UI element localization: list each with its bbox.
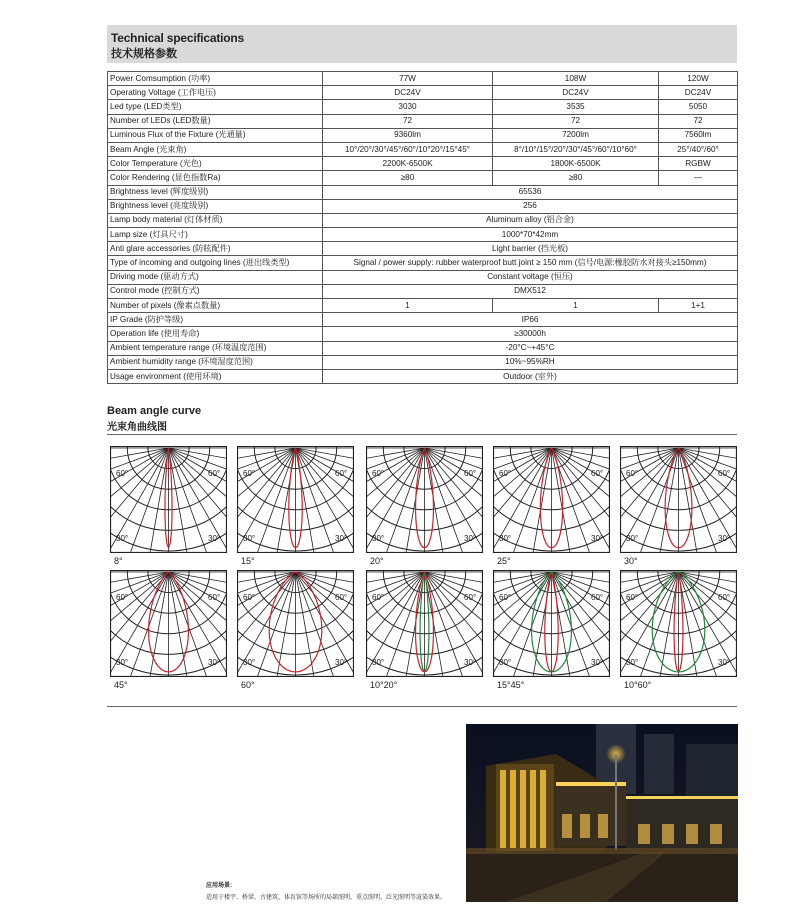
beam-curve-diagram bbox=[366, 446, 483, 553]
angle-label-30: 30° bbox=[116, 658, 129, 667]
spec-title-en: Technical specifications bbox=[111, 31, 245, 45]
beam-curve-diagram bbox=[110, 446, 227, 553]
angle-label-60: 60° bbox=[626, 469, 639, 478]
spec-value: — bbox=[659, 171, 738, 185]
angle-label-30: 30° bbox=[591, 534, 604, 543]
spec-header bbox=[107, 25, 737, 63]
spec-value: Constant voltage (恒压) bbox=[323, 270, 738, 284]
angle-label-60: 60° bbox=[208, 469, 221, 478]
angle-label-60: 60° bbox=[464, 593, 477, 602]
spec-value: 3030 bbox=[323, 100, 493, 114]
spec-row bbox=[108, 341, 738, 355]
spec-row bbox=[108, 313, 738, 327]
spec-value: 72 bbox=[323, 114, 493, 128]
spec-value: 3535 bbox=[493, 100, 659, 114]
spec-label: IP Grade (防护等级) bbox=[108, 313, 323, 327]
angle-label-30: 30° bbox=[499, 534, 512, 543]
spec-value: 256 bbox=[323, 199, 738, 213]
beam-angle-label: 45° bbox=[114, 680, 128, 690]
spec-value: 1000*70*42mm bbox=[323, 228, 738, 242]
spec-value: -20°C~+45°C bbox=[323, 341, 738, 355]
spec-row bbox=[108, 242, 738, 256]
spec-label: Operation life (使用寿命) bbox=[108, 327, 323, 341]
spec-row bbox=[108, 299, 738, 313]
spec-label: Ambient temperature range (环境温度范围) bbox=[108, 341, 323, 355]
angle-label-60: 60° bbox=[208, 593, 221, 602]
angle-label-30: 30° bbox=[626, 658, 639, 667]
spec-label: Control mode (控制方式) bbox=[108, 284, 323, 298]
spec-table bbox=[107, 71, 738, 384]
polar-chart bbox=[493, 570, 610, 677]
spec-value: 1800K-6500K bbox=[493, 157, 659, 171]
spec-label: Anti glare accessories (防眩配件) bbox=[108, 242, 323, 256]
spec-value: Aluminum alloy (铝合金) bbox=[323, 213, 738, 227]
angle-label-60: 60° bbox=[116, 469, 129, 478]
spec-value: Signal / power supply: rubber waterproof butt joint ≥ 150 mm (信号/电源:橡胶防水对接头≥150mm) bbox=[323, 256, 738, 270]
spec-row bbox=[108, 100, 738, 114]
spec-label: Lamp size (灯具尺寸) bbox=[108, 228, 323, 242]
angle-label-30: 30° bbox=[591, 658, 604, 667]
spec-value: 7560lm bbox=[659, 128, 738, 142]
spec-value: RGBW bbox=[659, 157, 738, 171]
beam-angle-label: 10°60° bbox=[624, 680, 652, 690]
spec-label: Color Temperature (光色) bbox=[108, 157, 323, 171]
beam-angle-label: 60° bbox=[241, 680, 255, 690]
beam-angle-label: 15° bbox=[241, 556, 255, 566]
angle-label-30: 30° bbox=[243, 658, 256, 667]
spec-value: 120W bbox=[659, 72, 738, 86]
angle-label-30: 30° bbox=[208, 534, 221, 543]
beam-curve-diagram bbox=[620, 446, 737, 553]
beam-curve-title-zh: 光束角曲线图 bbox=[107, 422, 167, 433]
angle-label-30: 30° bbox=[464, 658, 477, 667]
spec-row bbox=[108, 185, 738, 199]
angle-label-30: 30° bbox=[372, 534, 385, 543]
angle-label-60: 60° bbox=[718, 469, 731, 478]
spec-value: 10%~95%RH bbox=[323, 355, 738, 369]
angle-label-30: 30° bbox=[499, 658, 512, 667]
beam-angle-label: 10°20° bbox=[370, 680, 398, 690]
spec-row bbox=[108, 142, 738, 156]
spec-value: 77W bbox=[323, 72, 493, 86]
spec-row bbox=[108, 72, 738, 86]
angle-label-30: 30° bbox=[626, 534, 639, 543]
spec-value: DC24V bbox=[493, 86, 659, 100]
angle-label-30: 30° bbox=[243, 534, 256, 543]
spec-value: DC24V bbox=[659, 86, 738, 100]
beam-angle-label: 15°45° bbox=[497, 680, 525, 690]
angle-label-60: 60° bbox=[499, 593, 512, 602]
spec-value: 72 bbox=[659, 114, 738, 128]
beam-angle-label: 30° bbox=[624, 556, 638, 566]
beam-curve-diagram bbox=[366, 570, 483, 677]
angle-label-60: 60° bbox=[243, 593, 256, 602]
angle-label-30: 30° bbox=[116, 534, 129, 543]
angle-label-30: 30° bbox=[718, 658, 731, 667]
spec-value: 10°/20°/30°/45°/60°/10°20°/15°45° bbox=[323, 142, 493, 156]
polar-chart bbox=[237, 570, 354, 677]
angle-label-30: 30° bbox=[372, 658, 385, 667]
spec-label: Color Rendering (显色指数Ra) bbox=[108, 171, 323, 185]
beam-curve-title-en: Beam angle curve bbox=[107, 405, 202, 417]
spec-value: DMX512 bbox=[323, 284, 738, 298]
spec-row bbox=[108, 128, 738, 142]
spec-title-zh: 技术规格参数 bbox=[111, 48, 177, 60]
polar-chart bbox=[620, 570, 737, 677]
spec-row bbox=[108, 86, 738, 100]
spec-label: Led type (LED类型) bbox=[108, 100, 323, 114]
spec-label: Lamp body material (灯体材质) bbox=[108, 213, 323, 227]
angle-label-30: 30° bbox=[464, 534, 477, 543]
spec-value: 2200K-6500K bbox=[323, 157, 493, 171]
angle-label-60: 60° bbox=[464, 469, 477, 478]
angle-label-60: 60° bbox=[591, 593, 604, 602]
spec-value: 7200lm bbox=[493, 128, 659, 142]
spec-value: ≥80 bbox=[323, 171, 493, 185]
spec-label: Power Comsumption (功率) bbox=[108, 72, 323, 86]
spec-value: DC24V bbox=[323, 86, 493, 100]
spec-value: 8°/10°/15°/20°/30°/45°/60°/10°60° bbox=[493, 142, 659, 156]
spec-value: 108W bbox=[493, 72, 659, 86]
spec-row bbox=[108, 355, 738, 369]
spec-value: Outdoor (室外) bbox=[323, 369, 738, 383]
angle-label-30: 30° bbox=[208, 658, 221, 667]
spec-row bbox=[108, 199, 738, 213]
spec-value: 1 bbox=[493, 299, 659, 313]
bottom-divider bbox=[107, 706, 737, 707]
spec-value: 65536 bbox=[323, 185, 738, 199]
application-text: 适用于楼宇、桥梁、古建筑、体育馆等场所的局部照明、重点照明、泛光照明等渲染效果。 bbox=[206, 895, 447, 901]
beam-curve-diagram bbox=[110, 570, 227, 677]
spec-value: 5050 bbox=[659, 100, 738, 114]
polar-chart bbox=[110, 446, 227, 553]
angle-label-60: 60° bbox=[591, 469, 604, 478]
spec-value: 1+1 bbox=[659, 299, 738, 313]
spec-label: Beam Angle (光束角) bbox=[108, 142, 323, 156]
polar-chart bbox=[110, 570, 227, 677]
polar-chart bbox=[366, 570, 483, 677]
spec-row bbox=[108, 369, 738, 383]
beam-curve-diagram bbox=[620, 570, 737, 677]
spec-value: IP66 bbox=[323, 313, 738, 327]
spec-row bbox=[108, 114, 738, 128]
angle-label-60: 60° bbox=[499, 469, 512, 478]
spec-label: Type of incoming and outgoing lines (进出线类型) bbox=[108, 256, 323, 270]
beam-angle-label: 20° bbox=[370, 556, 384, 566]
spec-row bbox=[108, 157, 738, 171]
beam-angle-label: 25° bbox=[497, 556, 511, 566]
application-title: 应用场景: bbox=[206, 883, 232, 889]
spec-label: Driving mode (驱动方式) bbox=[108, 270, 323, 284]
beam-curve-diagram bbox=[493, 570, 610, 677]
spec-value: Light barrier (挡光板) bbox=[323, 242, 738, 256]
angle-label-60: 60° bbox=[372, 593, 385, 602]
spec-label: Usage environment (使用环境) bbox=[108, 369, 323, 383]
spec-value: 25°/40°/60° bbox=[659, 142, 738, 156]
angle-label-60: 60° bbox=[116, 593, 129, 602]
polar-chart bbox=[493, 446, 610, 553]
spec-value: 1 bbox=[323, 299, 493, 313]
spec-label: Number of pixels (像素点数量) bbox=[108, 299, 323, 313]
spec-row bbox=[108, 213, 738, 227]
spec-row bbox=[108, 270, 738, 284]
beam-curve-diagram bbox=[493, 446, 610, 553]
beam-angle-label: 8° bbox=[114, 556, 123, 566]
angle-label-60: 60° bbox=[626, 593, 639, 602]
spec-value: ≥30000h bbox=[323, 327, 738, 341]
section-divider bbox=[107, 434, 737, 435]
polar-chart bbox=[237, 446, 354, 553]
spec-value: 9360lm bbox=[323, 128, 493, 142]
spec-row bbox=[108, 284, 738, 298]
spec-label: Luminous Flux of the Fixture (光通量) bbox=[108, 128, 323, 142]
angle-label-60: 60° bbox=[335, 469, 348, 478]
polar-chart bbox=[366, 446, 483, 553]
spec-label: Number of LEDs (LED数量) bbox=[108, 114, 323, 128]
angle-label-60: 60° bbox=[718, 593, 731, 602]
spec-label: Brightness level (亮度级别) bbox=[108, 199, 323, 213]
beam-curve-heading bbox=[107, 405, 201, 433]
angle-label-30: 30° bbox=[335, 658, 348, 667]
angle-label-30: 30° bbox=[335, 534, 348, 543]
polar-chart bbox=[620, 446, 737, 553]
beam-curve-diagram bbox=[237, 446, 354, 553]
application-photo bbox=[466, 724, 738, 902]
spec-row bbox=[108, 171, 738, 185]
angle-label-60: 60° bbox=[243, 469, 256, 478]
beam-curve-diagram bbox=[237, 570, 354, 677]
angle-label-60: 60° bbox=[372, 469, 385, 478]
angle-label-60: 60° bbox=[335, 593, 348, 602]
spec-row bbox=[108, 256, 738, 270]
spec-value: ≥80 bbox=[493, 171, 659, 185]
spec-label: Ambient humidity range (环境湿度范围) bbox=[108, 355, 323, 369]
spec-row bbox=[108, 228, 738, 242]
spec-label: Operating Voltage (工作电压) bbox=[108, 86, 323, 100]
spec-label: Brightness level (辉度级别) bbox=[108, 185, 323, 199]
spec-value: 72 bbox=[493, 114, 659, 128]
angle-label-30: 30° bbox=[718, 534, 731, 543]
spec-row bbox=[108, 327, 738, 341]
